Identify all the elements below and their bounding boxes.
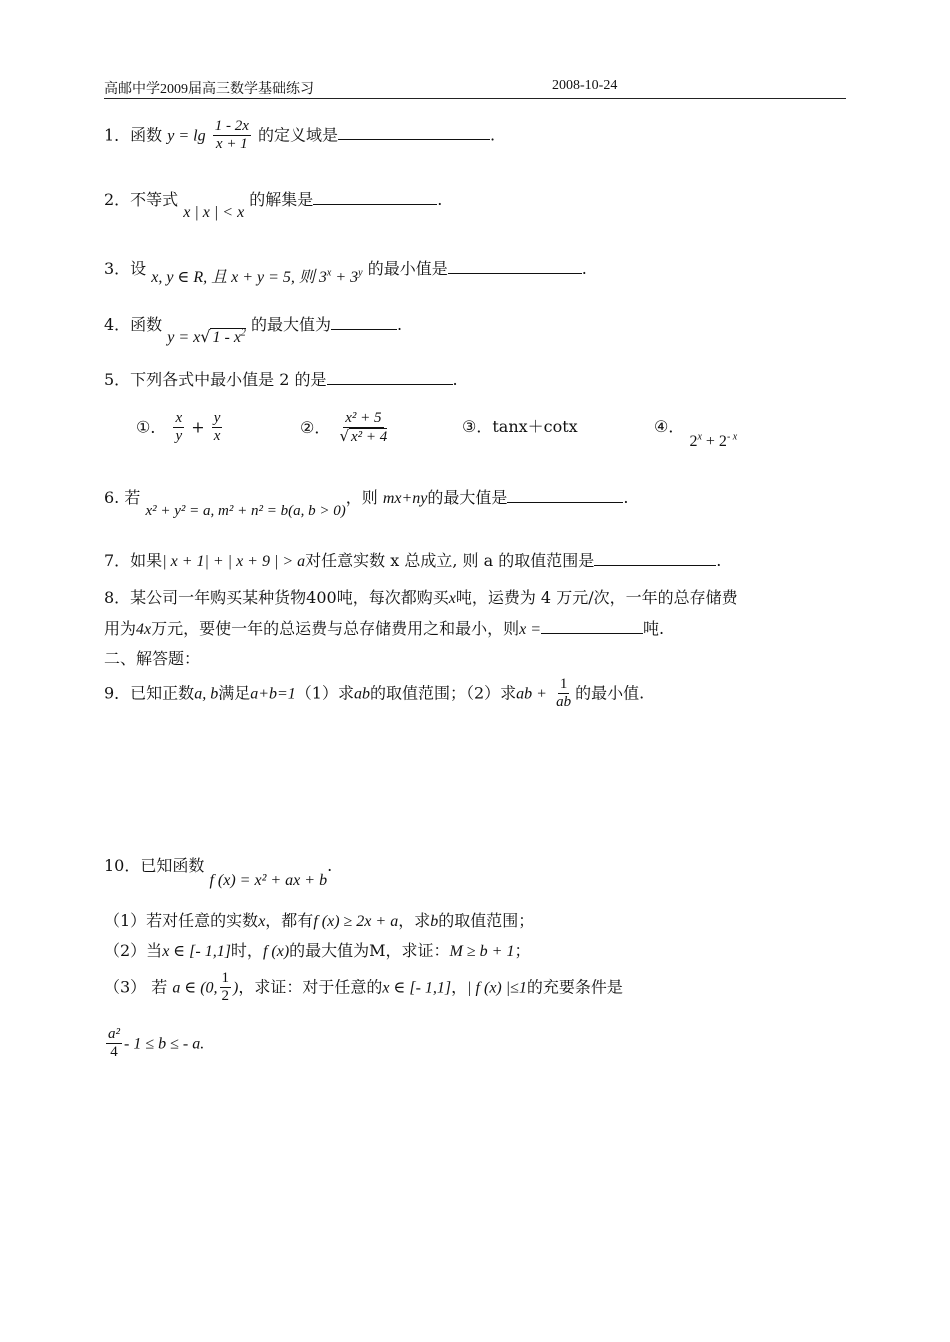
q5-opt2-label: ②． [300, 417, 331, 437]
q9-den: ab [556, 694, 572, 711]
q5-period: . [452, 370, 458, 389]
q9-abv: ab [353, 685, 370, 703]
q10-p1a: （1）若对任意的实数 [104, 911, 259, 930]
header-date: 2008-10-24 [552, 78, 618, 93]
q5-label: 5．下列各式中最小值是 2 的是 [104, 370, 327, 389]
q10-cond-rest: - 1 ≤ b ≤ - a. [124, 1035, 205, 1053]
q9-p1b: 的取值范围；（2）求 [369, 683, 517, 703]
q3-plus: + 3 [331, 269, 359, 286]
q1-numerator: 1 - 2x [213, 118, 251, 136]
question-8-line-2 [104, 616, 664, 639]
q10-p2g: M ≥ b + 1 [449, 943, 515, 960]
q6-mxny: mx+ny [382, 490, 428, 507]
q4-radexp: 2 [240, 327, 246, 339]
header-title: 高邮中学2009届高三数学基础练习 [104, 82, 314, 97]
q10-p1c: ，求 [398, 911, 431, 930]
q4-text: 的最大值为 [251, 315, 332, 334]
q6-period: . [623, 488, 629, 507]
question-4 [104, 312, 403, 346]
question-2 [104, 187, 443, 221]
q2-text: 的解集是 [249, 190, 314, 209]
q10-p1bv: b [430, 913, 439, 930]
q10-p3e4: | f (x) |≤1 [467, 979, 527, 997]
q5-opt1-b-den: x [213, 428, 221, 445]
q4-expr [167, 329, 246, 346]
q5-opt2-den-text: x² + 4 [351, 429, 388, 446]
q8-x2: 4x [136, 621, 152, 638]
q3-exp2: y [358, 267, 363, 279]
q4-answer-blank [331, 315, 397, 330]
q3-answer-blank [448, 259, 582, 274]
q6-comma: ，则 [345, 488, 378, 507]
q5-opt3-label: ③．tanx＋cotx [462, 417, 578, 436]
q10-func: f (x) = x² + ax + b [209, 872, 328, 889]
question-5 [104, 367, 458, 390]
q5-opt2-frac [337, 410, 389, 447]
q8-line1: 8．某公司一年购买某种货物400吨，每次都购买 [104, 588, 449, 607]
q7-label: 7．如果 [104, 551, 163, 570]
q7-text: 对任意实数 x 总成立, 则 a 的取值范围是 [305, 551, 595, 570]
q3-period: . [581, 259, 587, 278]
q2-answer-blank [313, 190, 437, 205]
q5-opt1-a-num: x [173, 410, 184, 428]
q5-opt1-label: ①． [136, 417, 167, 437]
q10-p3b: ，求证：对于任意的 [238, 977, 383, 997]
q1-label: 1．函数 [104, 125, 163, 145]
q10-p3c: ， [451, 977, 468, 997]
q5-opt1-frac-b [212, 410, 223, 446]
q10-p1b: ，都有 [265, 911, 314, 930]
q3-expr [151, 269, 362, 286]
q10-p1e: f (x) ≥ 2x + a [313, 913, 399, 930]
q10-p2f: f (x) [262, 943, 290, 960]
q7-period: . [716, 551, 722, 570]
q10-part-3 [104, 970, 623, 1006]
q10-p3e3: x ∈ [- 1,1] [382, 979, 452, 997]
q10-cond-num: a² [106, 1026, 122, 1044]
q5-opt4-label: ④． [654, 417, 685, 436]
question-1 [104, 118, 495, 154]
q5-opt1-frac-a [173, 410, 184, 446]
q1-denominator: x + 1 [215, 136, 248, 153]
q10-p2e: x ∈ [- 1,1] [162, 943, 231, 960]
question-7 [104, 548, 721, 571]
q8-x1: x [448, 590, 456, 607]
q5-opt4-mid: + 2 [701, 433, 727, 450]
question-6 [104, 485, 629, 519]
q4-expr-main: y = x [167, 329, 201, 346]
q1-expr: y = lg [167, 127, 206, 145]
q2-period: . [437, 190, 443, 209]
q5-option-1 [136, 410, 224, 446]
q5-opt1-plus: + [191, 417, 205, 437]
q10-label: 10．已知函数 [104, 856, 205, 875]
q8-line2b: 万元，要使一年的总运费与总存储费用之和最小，则 [151, 619, 520, 638]
q10-p1d: 的取值范围； [438, 911, 535, 930]
q10-p3e2: ) [233, 979, 239, 997]
q4-period: . [397, 315, 403, 334]
q9-num: 1 [558, 676, 570, 694]
q1-answer-blank [338, 125, 490, 140]
q10-p3-fraction [220, 970, 232, 1006]
q7-expr: | x + 1| + | x + 9 | > a [162, 553, 306, 570]
q5-opt1-b-num: y [212, 410, 223, 428]
q10-p2a: （2）当 [104, 941, 163, 960]
q4-radicand [210, 328, 245, 346]
q1-period: . [489, 125, 496, 145]
q6-answer-blank [507, 488, 623, 503]
q10-p2d: ； [514, 941, 531, 960]
q1-text: 的定义域是 [257, 125, 338, 145]
q10-part-2 [104, 938, 530, 961]
q10-cond-den: 4 [110, 1044, 118, 1061]
q9-sum: a+b=1 [250, 685, 296, 703]
question-9 [104, 676, 644, 712]
section-heading: 二、解答题： [104, 649, 201, 668]
q6-label: 6. 若 [104, 488, 141, 507]
question-10 [104, 853, 333, 889]
q5-opt2-den [337, 428, 389, 446]
q4-rad: 1 - x [212, 329, 241, 346]
q10-p2c: 的最大值为M，求证： [289, 941, 450, 960]
q3-exp1: x [326, 267, 332, 279]
q5-opt4-e1: x [697, 431, 702, 443]
question-8-line-1 [104, 585, 738, 608]
q9-ab: a, b [194, 685, 219, 703]
q5-option-4 [654, 414, 738, 450]
q10-p2b: 时， [230, 941, 263, 960]
sqrt-icon: √ [339, 427, 350, 446]
q10-p3num: 1 [220, 970, 232, 988]
q10-cond-fraction [106, 1026, 122, 1062]
q10-period: . [327, 856, 333, 875]
q1-fraction [213, 118, 251, 154]
q5-opt4-expr [689, 433, 737, 450]
q10-p3den: 2 [221, 988, 230, 1005]
q10-condition [104, 1026, 204, 1062]
q9-label: 9．已知正数 [104, 683, 195, 703]
q5-opt2-num: x² + 5 [343, 410, 383, 428]
q4-label: 4．函数 [104, 315, 163, 334]
q8-line2a: 用为 [104, 619, 137, 638]
q2-label: 2．不等式 [104, 190, 179, 209]
q10-part-1 [104, 908, 534, 931]
q10-p3a: （3） 若 [104, 977, 168, 997]
q8-line2c: 吨. [643, 619, 665, 638]
q2-expr: x | x | < x [183, 204, 245, 221]
q5-option-2 [300, 410, 391, 447]
page-header [104, 78, 846, 99]
q9-p1: （1）求 [295, 683, 354, 703]
q5-opt4-e2: - x [726, 431, 738, 443]
question-3 [104, 256, 587, 286]
q6-expr: x² + y² = a, m² + n² = b(a, b > 0) [145, 503, 346, 519]
q8-answer-blank [541, 619, 643, 634]
q10-p3e1: a ∈ (0, [172, 979, 218, 997]
sqrt-icon: √ [200, 327, 211, 346]
q9-expr: ab + [516, 685, 547, 703]
q8-line1b: 吨，运费为 4 万元/次，一年的总存储费 [455, 588, 738, 607]
q5-answer-blank [327, 370, 453, 385]
q3-expr-main: x, y ∈ R, 且 x + y = 5, 则 3 [151, 269, 327, 286]
q9-fraction [554, 676, 573, 712]
q10-p1x: x [258, 913, 266, 930]
q5-option-3 [462, 414, 578, 437]
q3-text: 的最小值是 [367, 259, 448, 278]
q5-opt1-a-den: y [175, 428, 183, 445]
q9-text: 的最小值. [575, 683, 645, 703]
q6-text: 的最大值是 [427, 488, 508, 507]
q3-label: 3．设 [104, 259, 147, 278]
q8-x3: x = [519, 621, 542, 638]
q5-opt4-base1: 2 [689, 433, 698, 450]
q9-cond: 满足 [218, 683, 251, 703]
q7-answer-blank [594, 551, 716, 566]
q10-p3d: 的充要条件是 [526, 977, 623, 997]
